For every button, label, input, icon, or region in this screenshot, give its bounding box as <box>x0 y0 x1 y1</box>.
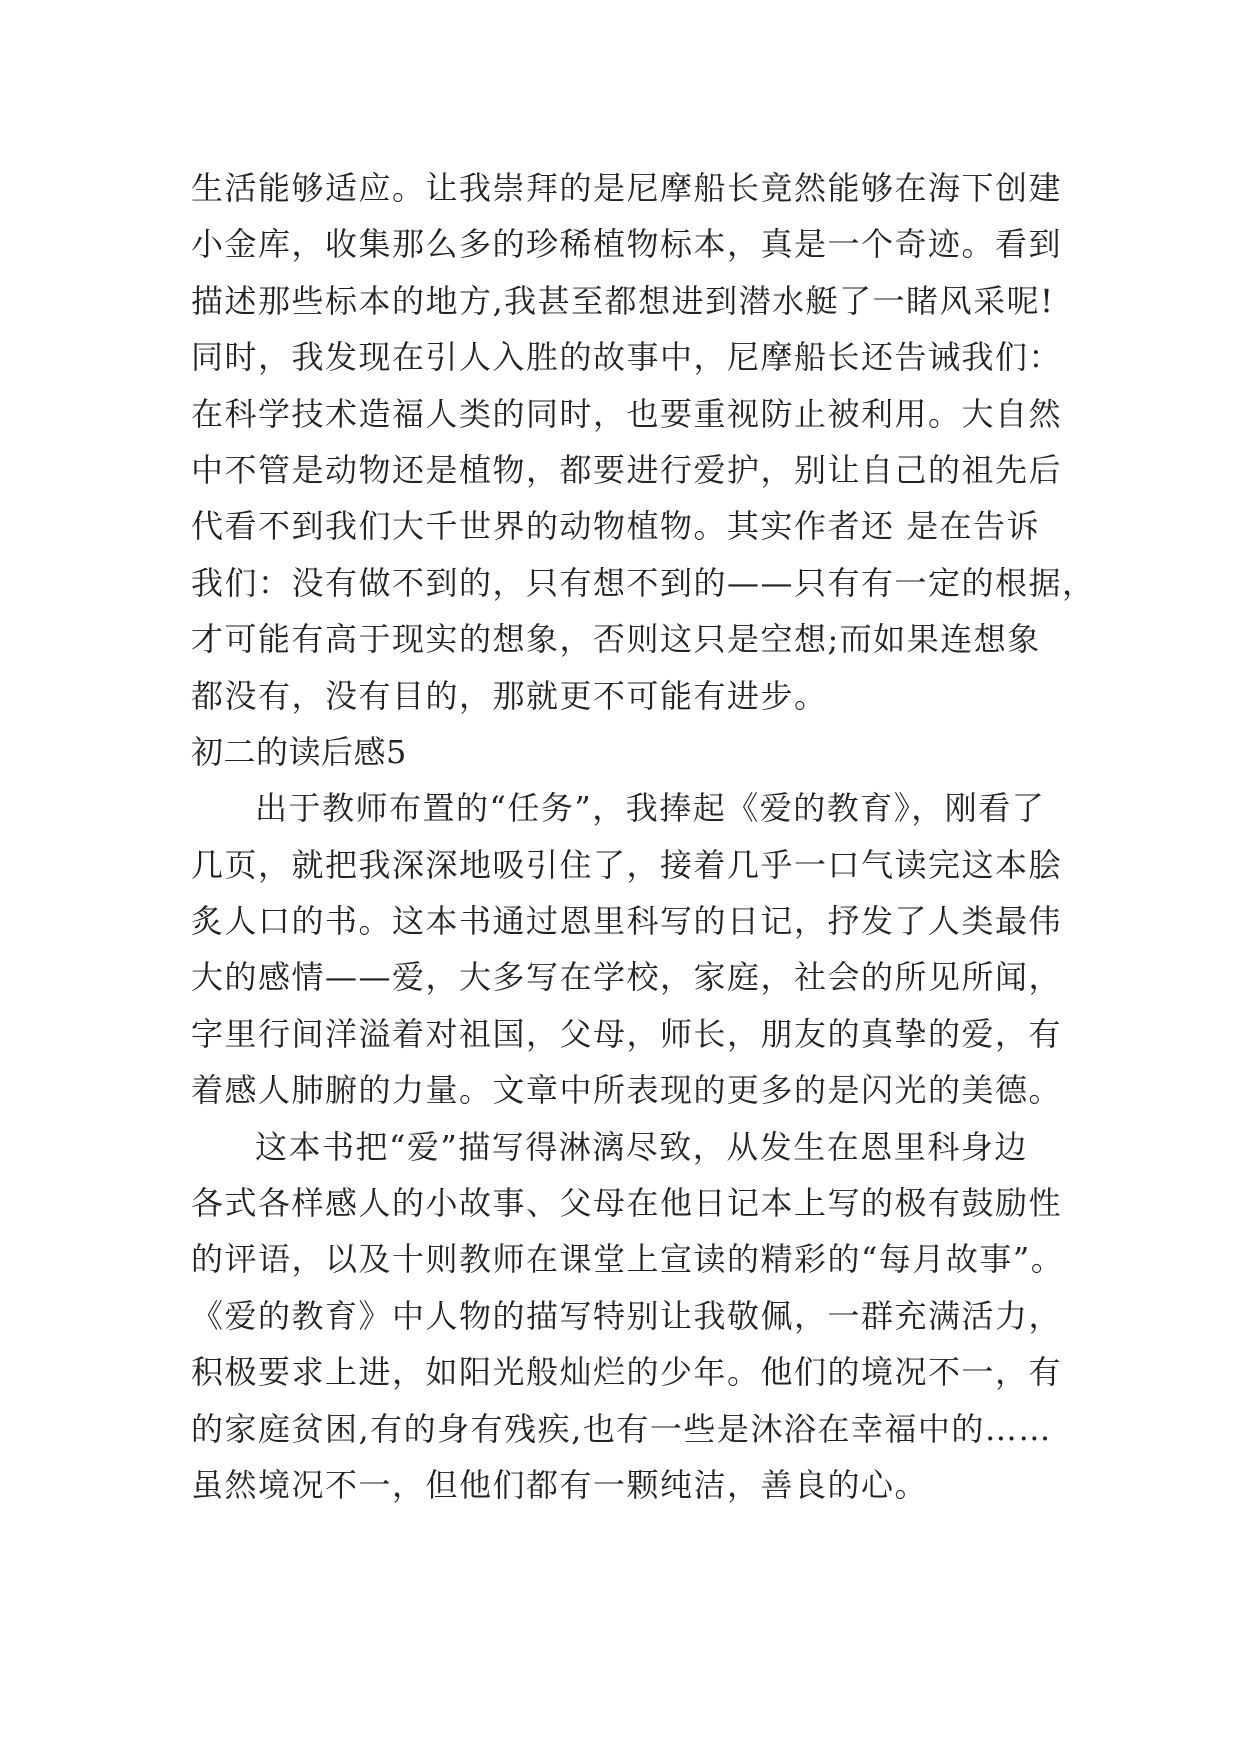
section-title: 初二的读后感5 <box>191 732 407 771</box>
text-line: 才可能有高于现实的想象，否则这只是空想;而如果连想象 <box>191 620 1041 659</box>
text-line: 几页，就把我深深地吸引住了，接着几乎一口气读完这本脍 <box>191 845 1063 884</box>
text-line: 的评语，以及十则教师在课堂上宣读的精彩的“每月故事”。 <box>191 1240 1065 1279</box>
text-line: 都没有，没有目的，那就更不可能有进步。 <box>191 676 828 715</box>
text-line: 生活能够适应。让我崇拜的是尼摩船长竟然能够在海下创建 <box>191 169 1063 207</box>
text-line: 描述那些标本的地方,我甚至都想进到潜水艇了一睹风采呢! <box>191 281 1055 320</box>
text-line: 我们：没有做不到的，只有想不到的——只有有一定的根据， <box>191 563 1096 602</box>
text-line: 同时，我发现在引人入胜的故事中，尼摩船长还告诫我们： <box>191 338 1063 377</box>
text-line: 虽然境况不一，但他们都有一颗纯洁，善良的心。 <box>191 1465 929 1504</box>
text-line: 积极要求上进，如阳光般灿烂的少年。他们的境况不一，有 <box>191 1353 1063 1392</box>
paragraph-first-line: 出于教师布置的“任务”，我捧起《爱的教育》，刚看了 <box>255 789 1046 828</box>
text-line: 各式各样感人的小故事、父母在他日记本上写的极有鼓励性 <box>191 1184 1063 1223</box>
text-line: 炙人口的书。这本书通过恩里科写的日记，抒发了人类最伟 <box>191 902 1063 941</box>
paragraph-first-line: 这本书把“爱”描写得淋漓尽致，从发生在恩里科身边 <box>255 1127 1028 1166</box>
text-line: 小金库，收集那么多的珍稀植物标本，真是一个奇迹。看到 <box>191 225 1063 264</box>
text-line: 《爱的教育》中人物的描写特别让我敬佩，一群充满活力， <box>191 1296 1063 1335</box>
text-line: 着感人肺腑的力量。文章中所表现的更多的是闪光的美德。 <box>191 1071 1063 1110</box>
text-line: 大的感情——爱，大多写在学校，家庭，社会的所见所闻， <box>191 958 1063 997</box>
document-body <box>191 160 1096 1513</box>
text-line: 代看不到我们大千世界的动物植物。其实作者还 是在告诉 <box>191 507 1041 546</box>
text-line: 字里行间洋溢着对祖国，父母，师长，朋友的真挚的爱，有 <box>191 1014 1063 1053</box>
text-line: 的家庭贫困,有的身有残疾,也有一些是沐浴在幸福中的…… <box>191 1409 1052 1448</box>
text-line: 中不管是动物还是植物，都要进行爱护，别让自己的祖先后 <box>191 450 1063 489</box>
text-line: 在科学技术造福人类的同时，也要重视防止被利用。大自然 <box>191 394 1063 433</box>
